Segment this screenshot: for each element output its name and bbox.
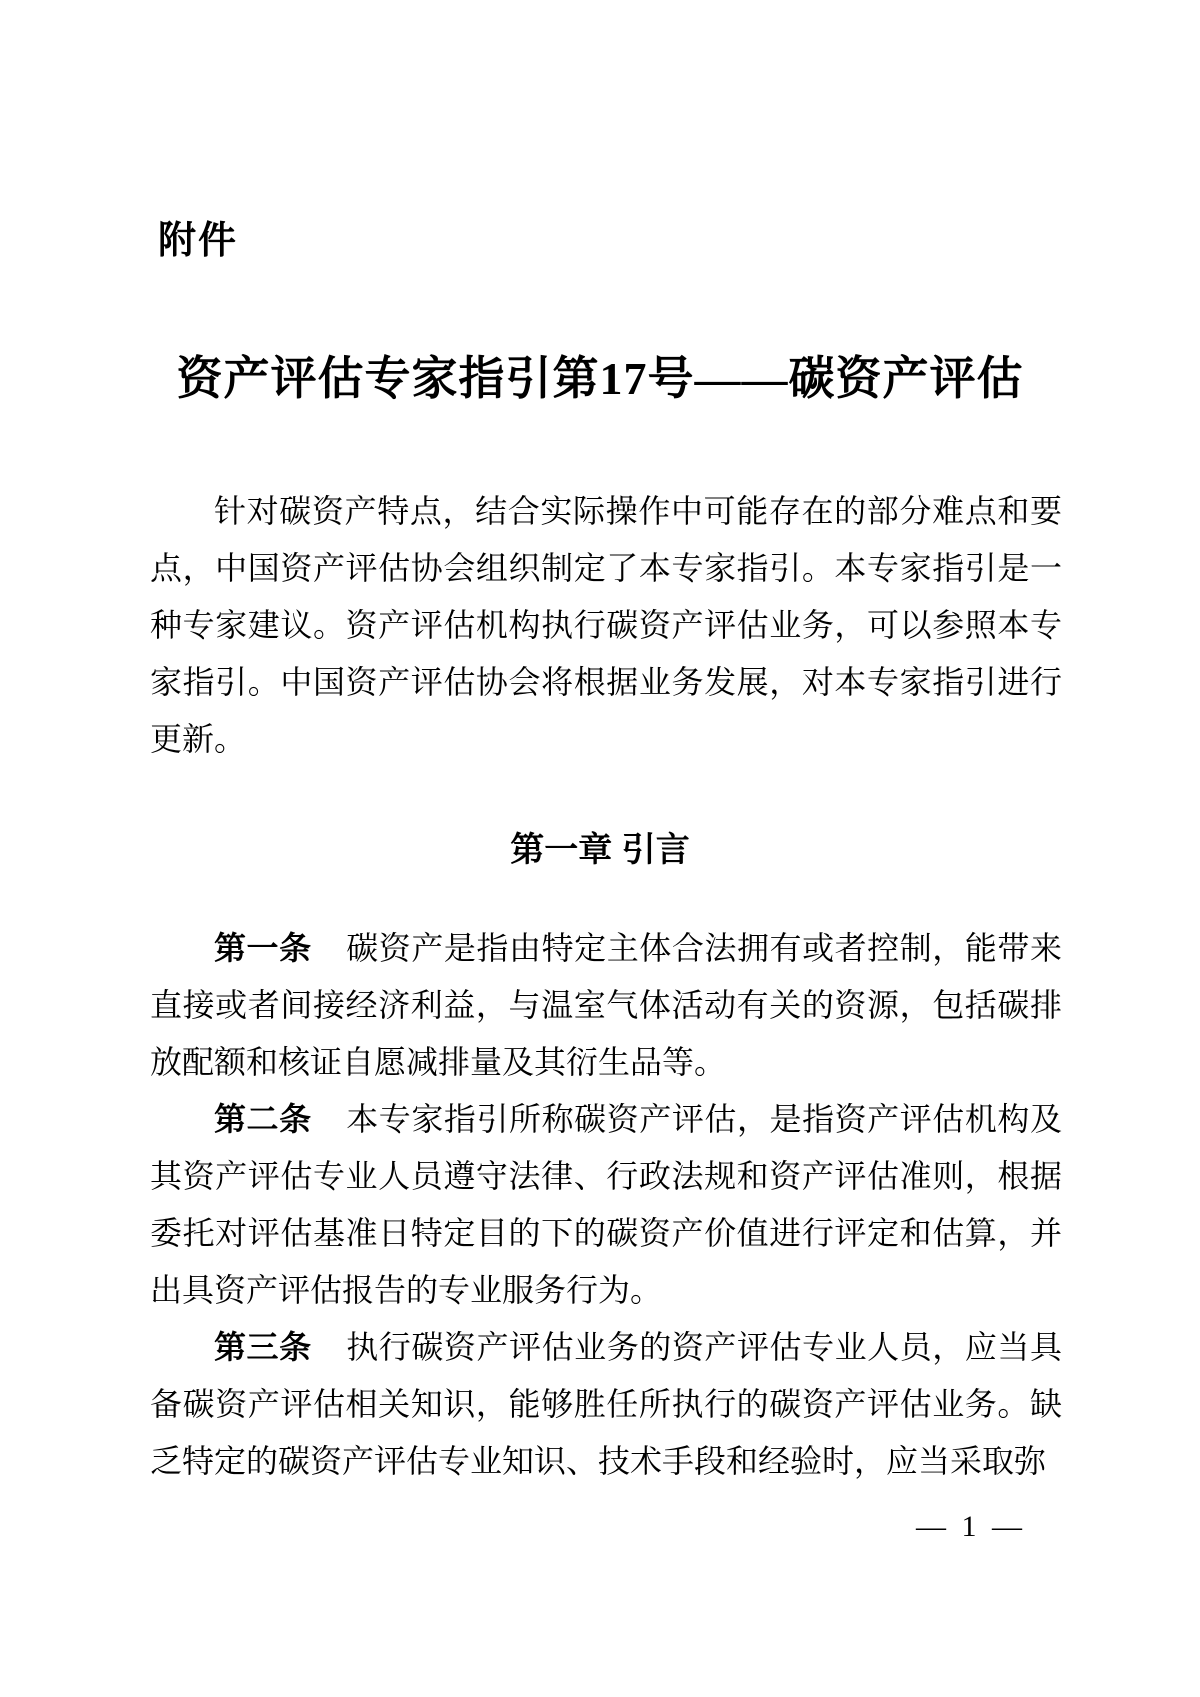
article-2	[150, 1091, 1062, 1319]
article-3	[150, 1319, 1062, 1490]
article-3-number: 第三条	[214, 1329, 312, 1365]
chapter-heading: 第一章 引言	[510, 831, 690, 870]
intro-paragraph: 针对碳资产特点，结合实际操作中可能存在的部分难点和要点，中国资产评估协会组织制定了本专家指引。本专家指引是一种专家建议。资产评估机构执行碳资产评估业务，可以参照本专家指引。中国资产评估协会将根据业务发展，对本专家指引进行更新。	[150, 493, 1062, 757]
articles-section	[150, 920, 1062, 1490]
article-1-text: 碳资产是指由特定主体合法拥有或者控制，能带来直接或者间接经济利益，与温室气体活动有关的资源，包括碳排放配额和核证自愿减排量及其衍生品等。	[150, 930, 1062, 1080]
article-1	[150, 920, 1062, 1091]
article-3-text: 执行碳资产评估业务的资产评估专业人员，应当具备碳资产评估相关知识，能够胜任所执行的碳资产评估业务。缺乏特定的碳资产评估专业知识、技术手段和经验时，应当采取弥	[150, 1329, 1062, 1479]
article-1-number: 第一条	[214, 930, 312, 966]
page-number: — 1 —	[916, 1510, 1026, 1543]
article-2-number: 第二条	[214, 1101, 312, 1137]
article-2-text: 本专家指引所称碳资产评估，是指资产评估机构及其资产评估专业人员遵守法律、行政法规和资产评估准则，根据委托对评估基准日特定目的下的碳资产价值进行评定和估算，并出具资产评估报告的专业服务行为。	[150, 1101, 1062, 1308]
attachment-label: 附件	[158, 220, 239, 262]
document-title: 资产评估专家指引第17号——碳资产评估	[176, 352, 1024, 404]
